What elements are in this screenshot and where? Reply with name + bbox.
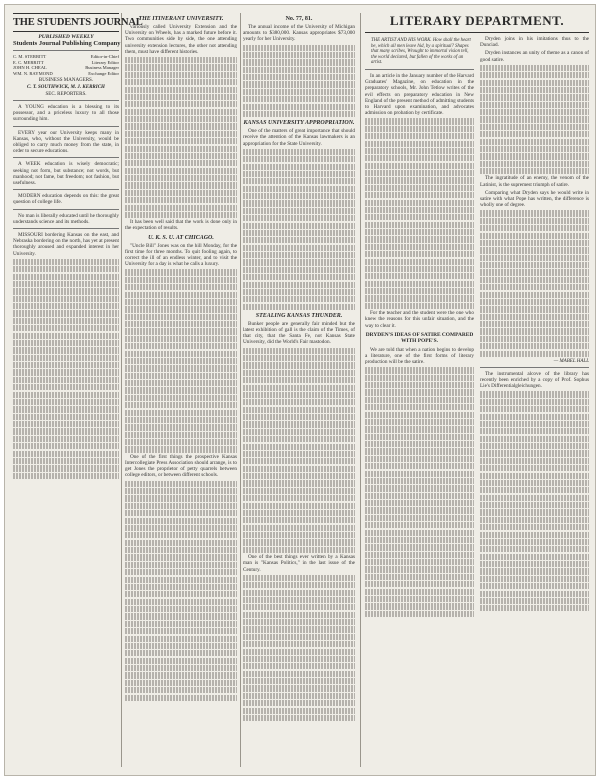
illegible-text-block <box>365 367 474 617</box>
illegible-text-block <box>125 57 237 218</box>
illegible-text-block <box>125 481 237 701</box>
secretaries-heading: SEC. REPORTERS. <box>45 92 87 97</box>
column-masthead <box>13 13 143 767</box>
article-title: U. K. S. U. AT CHICAGO. <box>148 234 214 241</box>
business-heading: BUSINESS MANAGERS. <box>38 78 94 83</box>
article-paragraph: A YOUNG education is a blessing to its possessor, and a priceless luxury to all those surrounding him. <box>13 104 119 123</box>
article-title: THE ITINERANT UNIVERSITY. <box>138 16 224 22</box>
literary-department <box>365 13 589 767</box>
article-paragraph: EVERY year our University keeps many in Kansas, who, without the University, would be obliged to carry much money from the state, in order to secure educations. <box>13 129 119 155</box>
editor-row: WM. N. RAYMOND Exchange Editor <box>13 70 119 76</box>
divider <box>13 50 119 51</box>
illegible-text-block <box>125 269 237 452</box>
column-rule <box>121 13 122 767</box>
column-two <box>125 13 237 767</box>
article-paragraph: The ingratitude of an enemy, the venom of the Latinist, is the supremest triumph of satire. <box>480 175 589 188</box>
illegible-text-block <box>243 45 355 118</box>
article-paragraph: variously called University Extension and the University on Wheels, has a marked future before it. Two communities side by side, the one attending university extension lectures, the other not attending them, must have different histories. <box>125 24 237 55</box>
article-paragraph: A WEEK education is wisely democratic; seeking not form, but substance; not words, but manhood; not fame, but freedom; not fashion, but usefulness. <box>13 161 119 187</box>
article-paragraph: Bunker people are generally fair minded but the latest exhibition of gall is the claim of the Times, of that city, that the Santa Fe, not Kansas State University, did the World's Fair mastodon. <box>243 320 355 346</box>
article-paragraph: The instrumental alcove of the library has recently been enriched by a copy of Prof. Sophus Lie's Differentialgleichungen. <box>480 370 589 390</box>
illegible-text-block <box>243 348 355 553</box>
illegible-text-block <box>365 118 474 309</box>
divider <box>13 126 119 127</box>
article-paragraph: For the teacher and the student were the one who knew the reasons for this unfair situation, and the way to clear it. <box>365 310 474 329</box>
article-paragraph: One of the first things the prospective Kansas Intercollegiate Press Association should arrange, is to get Jones the proprietor of petty quarrels between college editors, or between different schools. <box>125 453 237 479</box>
divider <box>480 367 589 368</box>
editors-list <box>13 54 119 76</box>
divider <box>13 228 119 229</box>
illegible-text-block <box>13 259 119 479</box>
business-names: C. T. SOUTHWICK, M. J. KERRICH <box>27 85 105 90</box>
column-rule <box>240 13 241 767</box>
illegible-text-block <box>480 210 589 356</box>
literary-subcolumn-right <box>480 36 589 618</box>
article-paragraph: One of the matters of great importance that should receive the attention of the Kansas lawmakers is an appropriation for the State University. <box>243 128 355 147</box>
illegible-text-block <box>480 391 589 611</box>
divider <box>13 157 119 158</box>
article-title: KANSAS UNIVERSITY APPROPRIATION. <box>243 120 355 127</box>
editor-row: E. C. MERRITT Literary Editor <box>13 59 119 65</box>
article-paragraph: In an article in the January number of the Harvard Graduates' Magazine, on education in the preparatory schools, Mr. John Tetlow writes of the evil effects on preparatory education in New England of the present method of admitting students to Harvard upon examination, and advocates admission on probation by certificate. <box>365 72 474 117</box>
article-paragraph: No man is liberally educated until he thoroughly understands science and its methods. <box>13 212 119 225</box>
article-title: DRYDEN'S IDEAS OF SATIRE COMPARED WITH POPE'S. <box>365 331 474 344</box>
published-by: Students Journal Publishing Company <box>13 40 121 47</box>
article-paragraph: Dryden instances an unity of theme as a canon of good satire. <box>480 50 589 63</box>
article-paragraph: One of the best things ever written by a Kansas man is "Kansas Politics," in the last issue of the Century. <box>243 554 355 573</box>
divider <box>13 209 119 210</box>
published-weekly: PUBLISHED WEEKLY <box>38 34 94 40</box>
masthead-title: THE STUDENTS JOURNAL <box>13 13 119 32</box>
article-paragraph: "Uncle Bill" Jones was on the hill Monday, for the first time for three months. To quit fooling again, to correct the ill of an endless winter, and to visit the University for a day is what he calls a luxury. <box>125 242 237 268</box>
article-title: STEALING KANSAS THUNDER. <box>255 312 343 319</box>
divider <box>13 100 119 101</box>
literary-subcolumn-left <box>365 36 474 618</box>
article-paragraph: MISSOURI bordering Kansas on the east, and Nebraska bordering on the north, has yet at present thoroughly aroused and expanded interest in her University. <box>13 232 119 257</box>
editor-row: C. M. STERRITT Editor-in-Chief <box>13 54 119 59</box>
divider <box>13 189 119 190</box>
illegible-text-block <box>243 149 355 310</box>
column-rule <box>360 13 361 767</box>
illegible-text-block <box>480 65 589 174</box>
article-paragraph: The annual income of the University of Michigan amounts to $380,000. Kansas appropriates $73,000 yearly for her University. <box>243 24 355 43</box>
article-paragraph: MODERN education depends on this: the great question of college life. <box>13 193 119 206</box>
article-paragraph: Dryden joins in his imitations thus to the Dunciad. <box>480 36 589 49</box>
article-paragraph: It has been well said that the work is done only in the expectation of results. <box>125 219 237 232</box>
dateline: No. 77, 81. <box>285 16 313 22</box>
department-title: LITERARY DEPARTMENT. <box>365 13 589 33</box>
illegible-text-block <box>243 575 355 721</box>
verse: THE ARTIST AND HIS WORK. How shall the heart be, which all men leave hid, by a spiritual? Shapes that many scribes, Wrought to immortal vision tell, the world declared, but fallen of the works of an artist. <box>371 38 471 66</box>
editor-row: JOHN H. CHEAL Business Manager <box>13 65 119 70</box>
column-three <box>243 13 355 767</box>
article-paragraph: Comparing what Dryden says he would write in satire with what Pope has written, the difference is wholly one of degree. <box>480 189 589 209</box>
newspaper-page <box>4 4 596 776</box>
author-signature: — MABEL HALL <box>553 358 589 364</box>
divider <box>365 69 474 70</box>
article-paragraph: We are told that when a nation begins to develop a literature, one of the first forms of literary production will be the satire. <box>365 346 474 366</box>
